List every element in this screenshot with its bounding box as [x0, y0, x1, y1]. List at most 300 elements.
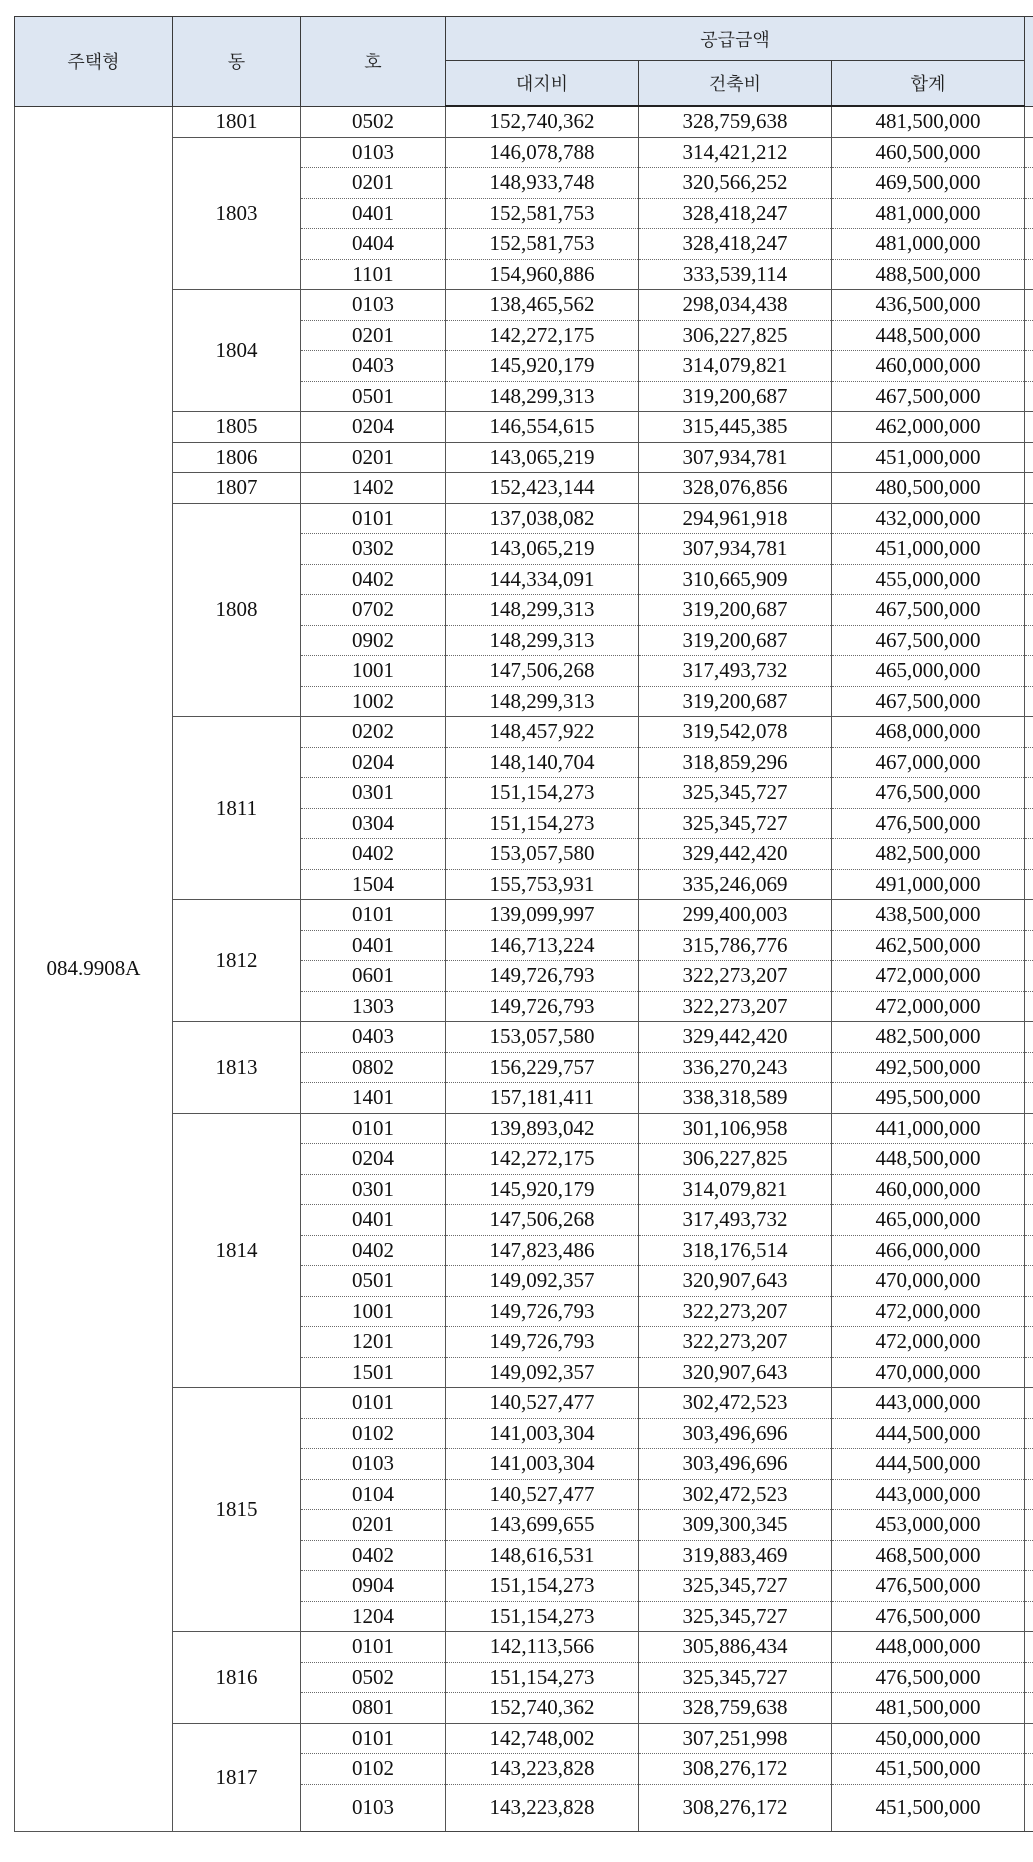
dong-cell: 1806 [173, 442, 301, 473]
building-cost-cell: 319,542,078 [639, 717, 832, 748]
land-cost-cell: 149,726,793 [446, 991, 639, 1022]
land-cost-cell: 148,140,704 [446, 747, 639, 778]
ho-cell: 0101 [301, 1632, 446, 1663]
ho-cell: 0102 [301, 1418, 446, 1449]
header-cutoff-column [1025, 17, 1033, 107]
ho-cell: 0302 [301, 534, 446, 565]
building-cost-cell: 308,276,172 [639, 1754, 832, 1785]
total-cell: 470,000,000 [832, 1357, 1025, 1388]
building-cost-cell: 318,859,296 [639, 747, 832, 778]
total-cell: 462,500,000 [832, 930, 1025, 961]
building-cost-cell: 317,493,732 [639, 1205, 832, 1236]
ho-cell: 0502 [301, 106, 446, 137]
building-cost-cell: 315,786,776 [639, 930, 832, 961]
total-cell: 448,000,000 [832, 1632, 1025, 1663]
cutoff-cell [1025, 625, 1033, 656]
cutoff-cell [1025, 290, 1033, 321]
building-cost-cell: 317,493,732 [639, 656, 832, 687]
building-cost-cell: 335,246,069 [639, 869, 832, 900]
land-cost-cell: 149,726,793 [446, 1296, 639, 1327]
cutoff-cell [1025, 168, 1033, 199]
cutoff-cell [1025, 1510, 1033, 1541]
building-cost-cell: 306,227,825 [639, 1144, 832, 1175]
land-cost-cell: 148,299,313 [446, 686, 639, 717]
building-cost-cell: 294,961,918 [639, 503, 832, 534]
ho-cell: 0101 [301, 900, 446, 931]
dong-cell: 1811 [173, 717, 301, 900]
dong-cell: 1805 [173, 412, 301, 443]
land-cost-cell: 147,506,268 [446, 656, 639, 687]
building-cost-cell: 315,445,385 [639, 412, 832, 443]
land-cost-cell: 148,299,313 [446, 595, 639, 626]
ho-cell: 0702 [301, 595, 446, 626]
ho-cell: 0204 [301, 1144, 446, 1175]
cutoff-cell [1025, 442, 1033, 473]
ho-cell: 1504 [301, 869, 446, 900]
cutoff-cell [1025, 1174, 1033, 1205]
ho-cell: 0502 [301, 1662, 446, 1693]
dong-cell: 1804 [173, 290, 301, 412]
ho-cell: 0401 [301, 1205, 446, 1236]
ho-cell: 0402 [301, 1540, 446, 1571]
building-cost-cell: 328,418,247 [639, 198, 832, 229]
land-cost-cell: 152,740,362 [446, 106, 639, 137]
ho-cell: 1303 [301, 991, 446, 1022]
ho-cell: 0401 [301, 930, 446, 961]
land-cost-cell: 139,893,042 [446, 1113, 639, 1144]
building-cost-cell: 314,421,212 [639, 137, 832, 168]
ho-cell: 0501 [301, 1266, 446, 1297]
building-cost-cell: 328,076,856 [639, 473, 832, 504]
building-cost-cell: 329,442,420 [639, 1022, 832, 1053]
building-cost-cell: 320,907,643 [639, 1266, 832, 1297]
ho-cell: 0202 [301, 717, 446, 748]
dong-cell: 1801 [173, 106, 301, 137]
total-cell: 453,000,000 [832, 1510, 1025, 1541]
cutoff-cell [1025, 747, 1033, 778]
total-cell: 451,500,000 [832, 1784, 1025, 1831]
ho-cell: 1402 [301, 473, 446, 504]
ho-cell: 0301 [301, 1174, 446, 1205]
ho-cell: 0404 [301, 229, 446, 260]
building-cost-cell: 325,345,727 [639, 1662, 832, 1693]
building-cost-cell: 319,200,687 [639, 381, 832, 412]
cutoff-cell [1025, 991, 1033, 1022]
cutoff-cell [1025, 1266, 1033, 1297]
building-cost-cell: 333,539,114 [639, 259, 832, 290]
building-cost-cell: 322,273,207 [639, 961, 832, 992]
building-cost-cell: 322,273,207 [639, 1327, 832, 1358]
total-cell: 443,000,000 [832, 1479, 1025, 1510]
cutoff-cell [1025, 1357, 1033, 1388]
cutoff-cell [1025, 839, 1033, 870]
total-cell: 467,500,000 [832, 381, 1025, 412]
cutoff-cell [1025, 1784, 1033, 1831]
land-cost-cell: 151,154,273 [446, 1662, 639, 1693]
land-cost-cell: 157,181,411 [446, 1083, 639, 1114]
total-cell: 482,500,000 [832, 839, 1025, 870]
building-cost-cell: 298,034,438 [639, 290, 832, 321]
land-cost-cell: 141,003,304 [446, 1418, 639, 1449]
total-cell: 432,000,000 [832, 503, 1025, 534]
land-cost-cell: 154,960,886 [446, 259, 639, 290]
ho-cell: 0201 [301, 442, 446, 473]
building-cost-cell: 314,079,821 [639, 351, 832, 382]
total-cell: 476,500,000 [832, 1571, 1025, 1602]
land-cost-cell: 143,065,219 [446, 442, 639, 473]
land-cost-cell: 152,423,144 [446, 473, 639, 504]
building-cost-cell: 303,496,696 [639, 1449, 832, 1480]
land-cost-cell: 153,057,580 [446, 839, 639, 870]
land-cost-cell: 143,065,219 [446, 534, 639, 565]
land-cost-cell: 143,699,655 [446, 1510, 639, 1541]
ho-cell: 0301 [301, 778, 446, 809]
ho-cell: 1204 [301, 1601, 446, 1632]
building-cost-cell: 319,200,687 [639, 595, 832, 626]
ho-cell: 1001 [301, 1296, 446, 1327]
cutoff-cell [1025, 656, 1033, 687]
cutoff-cell [1025, 229, 1033, 260]
cutoff-cell [1025, 686, 1033, 717]
ho-cell: 0402 [301, 1235, 446, 1266]
land-cost-cell: 148,457,922 [446, 717, 639, 748]
dong-cell: 1807 [173, 473, 301, 504]
cutoff-cell [1025, 869, 1033, 900]
ho-cell: 0403 [301, 1022, 446, 1053]
total-cell: 467,500,000 [832, 595, 1025, 626]
land-cost-cell: 139,099,997 [446, 900, 639, 931]
dong-cell: 1803 [173, 137, 301, 290]
dong-cell: 1816 [173, 1632, 301, 1724]
total-cell: 444,500,000 [832, 1449, 1025, 1480]
cutoff-cell [1025, 412, 1033, 443]
total-cell: 476,500,000 [832, 778, 1025, 809]
land-cost-cell: 152,740,362 [446, 1693, 639, 1724]
total-cell: 472,000,000 [832, 991, 1025, 1022]
cutoff-cell [1025, 259, 1033, 290]
total-cell: 472,000,000 [832, 1296, 1025, 1327]
total-cell: 451,500,000 [832, 1754, 1025, 1785]
ho-cell: 1002 [301, 686, 446, 717]
total-cell: 482,500,000 [832, 1022, 1025, 1053]
land-cost-cell: 149,726,793 [446, 961, 639, 992]
ho-cell: 0101 [301, 1113, 446, 1144]
dong-cell: 1815 [173, 1388, 301, 1632]
cutoff-cell [1025, 564, 1033, 595]
land-cost-cell: 153,057,580 [446, 1022, 639, 1053]
land-cost-cell: 145,920,179 [446, 1174, 639, 1205]
cutoff-cell [1025, 1418, 1033, 1449]
cutoff-cell [1025, 534, 1033, 565]
header-land-cost: 대지비 [446, 61, 639, 107]
total-cell: 450,000,000 [832, 1723, 1025, 1754]
land-cost-cell: 151,154,273 [446, 778, 639, 809]
ho-cell: 0902 [301, 625, 446, 656]
cutoff-cell [1025, 1327, 1033, 1358]
land-cost-cell: 145,920,179 [446, 351, 639, 382]
ho-cell: 0204 [301, 412, 446, 443]
land-cost-cell: 147,823,486 [446, 1235, 639, 1266]
building-cost-cell: 319,200,687 [639, 686, 832, 717]
total-cell: 468,500,000 [832, 1540, 1025, 1571]
land-cost-cell: 148,933,748 [446, 168, 639, 199]
building-cost-cell: 320,907,643 [639, 1357, 832, 1388]
land-cost-cell: 142,113,566 [446, 1632, 639, 1663]
total-cell: 492,500,000 [832, 1052, 1025, 1083]
building-cost-cell: 325,345,727 [639, 808, 832, 839]
total-cell: 460,000,000 [832, 1174, 1025, 1205]
cutoff-cell [1025, 351, 1033, 382]
total-cell: 460,500,000 [832, 137, 1025, 168]
total-cell: 472,000,000 [832, 1327, 1025, 1358]
cutoff-cell [1025, 1022, 1033, 1053]
land-cost-cell: 148,299,313 [446, 381, 639, 412]
cutoff-cell [1025, 1083, 1033, 1114]
total-cell: 451,000,000 [832, 442, 1025, 473]
cutoff-cell [1025, 1571, 1033, 1602]
building-cost-cell: 301,106,958 [639, 1113, 832, 1144]
ho-cell: 0801 [301, 1693, 446, 1724]
cutoff-cell [1025, 198, 1033, 229]
cutoff-cell [1025, 503, 1033, 534]
ho-cell: 0204 [301, 747, 446, 778]
land-cost-cell: 155,753,931 [446, 869, 639, 900]
ho-cell: 0201 [301, 1510, 446, 1541]
dong-cell: 1817 [173, 1723, 301, 1831]
cutoff-cell [1025, 1235, 1033, 1266]
header-building-cost: 건축비 [639, 61, 832, 107]
cutoff-cell [1025, 1662, 1033, 1693]
building-cost-cell: 303,496,696 [639, 1418, 832, 1449]
ho-cell: 0103 [301, 1449, 446, 1480]
total-cell: 448,500,000 [832, 1144, 1025, 1175]
cutoff-cell [1025, 595, 1033, 626]
cutoff-cell [1025, 1723, 1033, 1754]
building-cost-cell: 322,273,207 [639, 1296, 832, 1327]
cutoff-cell [1025, 1205, 1033, 1236]
total-cell: 467,500,000 [832, 686, 1025, 717]
total-cell: 488,500,000 [832, 259, 1025, 290]
total-cell: 476,500,000 [832, 1601, 1025, 1632]
land-cost-cell: 143,223,828 [446, 1754, 639, 1785]
ho-cell: 1001 [301, 656, 446, 687]
total-cell: 466,000,000 [832, 1235, 1025, 1266]
building-cost-cell: 318,176,514 [639, 1235, 832, 1266]
land-cost-cell: 149,726,793 [446, 1327, 639, 1358]
cutoff-cell [1025, 1601, 1033, 1632]
ho-cell: 0402 [301, 839, 446, 870]
total-cell: 438,500,000 [832, 900, 1025, 931]
land-cost-cell: 144,334,091 [446, 564, 639, 595]
building-cost-cell: 320,566,252 [639, 168, 832, 199]
total-cell: 451,000,000 [832, 534, 1025, 565]
dong-cell: 1812 [173, 900, 301, 1022]
land-cost-cell: 142,272,175 [446, 1144, 639, 1175]
table-body [15, 106, 1033, 1831]
building-cost-cell: 328,759,638 [639, 106, 832, 137]
total-cell: 455,000,000 [832, 564, 1025, 595]
land-cost-cell: 149,092,357 [446, 1357, 639, 1388]
cutoff-cell [1025, 1754, 1033, 1785]
total-cell: 467,000,000 [832, 747, 1025, 778]
building-cost-cell: 319,200,687 [639, 625, 832, 656]
land-cost-cell: 146,078,788 [446, 137, 639, 168]
ho-cell: 0101 [301, 503, 446, 534]
ho-cell: 0802 [301, 1052, 446, 1083]
total-cell: 469,500,000 [832, 168, 1025, 199]
building-cost-cell: 307,251,998 [639, 1723, 832, 1754]
ho-cell: 0103 [301, 290, 446, 321]
land-cost-cell: 152,581,753 [446, 198, 639, 229]
total-cell: 472,000,000 [832, 961, 1025, 992]
ho-cell: 0403 [301, 351, 446, 382]
total-cell: 436,500,000 [832, 290, 1025, 321]
land-cost-cell: 156,229,757 [446, 1052, 639, 1083]
header-total: 합계 [832, 61, 1025, 107]
ho-cell: 0104 [301, 1479, 446, 1510]
total-cell: 495,500,000 [832, 1083, 1025, 1114]
building-cost-cell: 328,418,247 [639, 229, 832, 260]
dong-cell: 1814 [173, 1113, 301, 1388]
land-cost-cell: 140,527,477 [446, 1388, 639, 1419]
total-cell: 476,500,000 [832, 808, 1025, 839]
building-cost-cell: 308,276,172 [639, 1784, 832, 1831]
land-cost-cell: 143,223,828 [446, 1784, 639, 1831]
building-cost-cell: 302,472,523 [639, 1388, 832, 1419]
land-cost-cell: 151,154,273 [446, 808, 639, 839]
ho-cell: 0904 [301, 1571, 446, 1602]
total-cell: 476,500,000 [832, 1662, 1025, 1693]
building-cost-cell: 299,400,003 [639, 900, 832, 931]
total-cell: 465,000,000 [832, 656, 1025, 687]
ho-cell: 0101 [301, 1723, 446, 1754]
land-cost-cell: 141,003,304 [446, 1449, 639, 1480]
building-cost-cell: 325,345,727 [639, 1601, 832, 1632]
total-cell: 481,500,000 [832, 106, 1025, 137]
land-cost-cell: 142,748,002 [446, 1723, 639, 1754]
ho-cell: 0102 [301, 1754, 446, 1785]
ho-cell: 0103 [301, 137, 446, 168]
building-cost-cell: 336,270,243 [639, 1052, 832, 1083]
land-cost-cell: 147,506,268 [446, 1205, 639, 1236]
total-cell: 465,000,000 [832, 1205, 1025, 1236]
total-cell: 467,500,000 [832, 625, 1025, 656]
cutoff-cell [1025, 1144, 1033, 1175]
cutoff-cell [1025, 1632, 1033, 1663]
land-cost-cell: 149,092,357 [446, 1266, 639, 1297]
land-cost-cell: 148,299,313 [446, 625, 639, 656]
cutoff-cell [1025, 717, 1033, 748]
table-row [15, 106, 1033, 137]
building-cost-cell: 325,345,727 [639, 1571, 832, 1602]
building-cost-cell: 302,472,523 [639, 1479, 832, 1510]
cutoff-cell [1025, 320, 1033, 351]
ho-cell: 0201 [301, 320, 446, 351]
cutoff-cell [1025, 778, 1033, 809]
building-cost-cell: 310,665,909 [639, 564, 832, 595]
header-supply-amount: 공급금액 [446, 17, 1025, 61]
land-cost-cell: 140,527,477 [446, 1479, 639, 1510]
land-cost-cell: 146,713,224 [446, 930, 639, 961]
total-cell: 480,500,000 [832, 473, 1025, 504]
land-cost-cell: 148,616,531 [446, 1540, 639, 1571]
cutoff-cell [1025, 1540, 1033, 1571]
building-cost-cell: 319,883,469 [639, 1540, 832, 1571]
land-cost-cell: 146,554,615 [446, 412, 639, 443]
building-cost-cell: 307,934,781 [639, 534, 832, 565]
housing-type-cell: 084.9908A [15, 106, 173, 1831]
cutoff-cell [1025, 1113, 1033, 1144]
cutoff-cell [1025, 808, 1033, 839]
building-cost-cell: 322,273,207 [639, 991, 832, 1022]
ho-cell: 0103 [301, 1784, 446, 1831]
building-cost-cell: 314,079,821 [639, 1174, 832, 1205]
cutoff-cell [1025, 900, 1033, 931]
cutoff-cell [1025, 381, 1033, 412]
cutoff-cell [1025, 1296, 1033, 1327]
cutoff-cell [1025, 930, 1033, 961]
land-cost-cell: 151,154,273 [446, 1571, 639, 1602]
ho-cell: 0201 [301, 168, 446, 199]
land-cost-cell: 151,154,273 [446, 1601, 639, 1632]
ho-cell: 0402 [301, 564, 446, 595]
header-dong: 동 [173, 17, 301, 107]
ho-cell: 1201 [301, 1327, 446, 1358]
cutoff-cell [1025, 1479, 1033, 1510]
land-cost-cell: 137,038,082 [446, 503, 639, 534]
dong-cell: 1813 [173, 1022, 301, 1114]
building-cost-cell: 325,345,727 [639, 778, 832, 809]
total-cell: 491,000,000 [832, 869, 1025, 900]
building-cost-cell: 305,886,434 [639, 1632, 832, 1663]
cutoff-cell [1025, 1388, 1033, 1419]
land-cost-cell: 152,581,753 [446, 229, 639, 260]
building-cost-cell: 307,934,781 [639, 442, 832, 473]
ho-cell: 0101 [301, 1388, 446, 1419]
total-cell: 481,000,000 [832, 198, 1025, 229]
cutoff-cell [1025, 137, 1033, 168]
total-cell: 468,000,000 [832, 717, 1025, 748]
ho-cell: 1401 [301, 1083, 446, 1114]
total-cell: 441,000,000 [832, 1113, 1025, 1144]
total-cell: 470,000,000 [832, 1266, 1025, 1297]
cutoff-cell [1025, 1693, 1033, 1724]
building-cost-cell: 306,227,825 [639, 320, 832, 351]
cutoff-cell [1025, 473, 1033, 504]
cutoff-cell [1025, 1449, 1033, 1480]
total-cell: 444,500,000 [832, 1418, 1025, 1449]
ho-cell: 1501 [301, 1357, 446, 1388]
building-cost-cell: 329,442,420 [639, 839, 832, 870]
total-cell: 443,000,000 [832, 1388, 1025, 1419]
cutoff-cell [1025, 961, 1033, 992]
header-housing-type: 주택형 [15, 17, 173, 107]
land-cost-cell: 138,465,562 [446, 290, 639, 321]
ho-cell: 0304 [301, 808, 446, 839]
total-cell: 460,000,000 [832, 351, 1025, 382]
total-cell: 481,500,000 [832, 1693, 1025, 1724]
ho-cell: 1101 [301, 259, 446, 290]
dong-cell: 1808 [173, 503, 301, 717]
cutoff-cell [1025, 106, 1033, 137]
total-cell: 448,500,000 [832, 320, 1025, 351]
total-cell: 462,000,000 [832, 412, 1025, 443]
building-cost-cell: 309,300,345 [639, 1510, 832, 1541]
ho-cell: 0601 [301, 961, 446, 992]
ho-cell: 0401 [301, 198, 446, 229]
cutoff-cell [1025, 1052, 1033, 1083]
building-cost-cell: 328,759,638 [639, 1693, 832, 1724]
